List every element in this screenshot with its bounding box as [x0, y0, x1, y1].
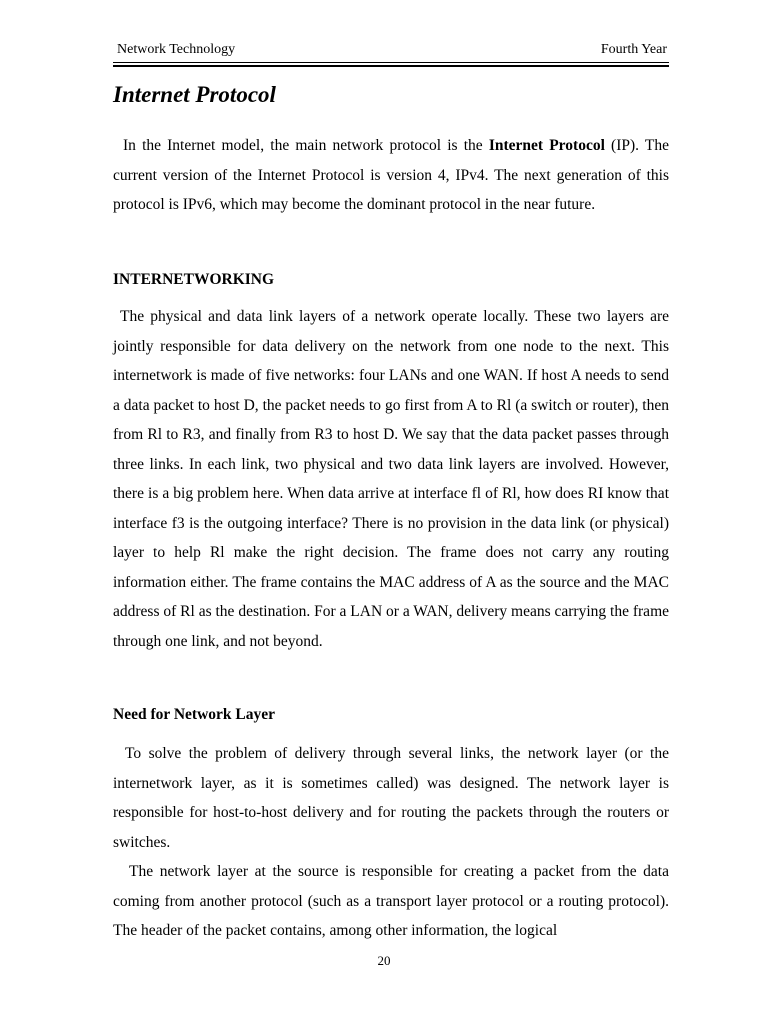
- network-layer-paragraph-2: The network layer at the source is responsible for creating a packet from the data coming from another protocol (such as a transport layer protocol or a routing protocol). The header of the packet contains, among other information, the logical: [113, 863, 669, 939]
- section-heading-internetworking: INTERNETWORKING: [113, 271, 275, 288]
- header-rule-thick: [113, 65, 669, 67]
- internetworking-paragraph: The physical and data link layers of a network operate locally. These two layers are jointly responsible for data delivery on the network from one node to the next. This internetwork is made of five networks: four LANs and one WAN. If host A needs to send a data packet to host D, the packet needs to go first from A to Rl (a switch or router), then from Rl to R3, and finally from R3 to host D. We say that the data packet passes through three links. In each link, two physical and two data link layers are involved. However, there is a big problem here. When data arrive at interface fl of Rl, how does RI know that interface f3 is the outgoing interface? There is no provision in the data link (or physical) layer to help Rl make the right decision. The frame does not carry any routing information either. The frame contains the MAC address of A as the source and the MAC address of Rl as the destination. For a LAN or a WAN, delivery means carrying the frame through one link, and not beyond.: [113, 308, 669, 650]
- network-layer-paragraph-1: To solve the problem of delivery through several links, the network layer (or the internetwork layer, as it is sometimes called) was designed. The network layer is responsible for host-to-host delivery and for routing the packets through the routers or switches.: [113, 745, 669, 851]
- header-year: Fourth Year: [600, 42, 667, 57]
- intro-text-after: (IP). The current version of the Internet Protocol is version 4, IPv4. The next generation of this protocol is IPv6, which may become the dominant protocol in the near future.: [113, 137, 669, 213]
- intro-text-before: In the Internet model, the main network protocol is the: [123, 137, 489, 154]
- header-rule-thin: [113, 62, 669, 63]
- header-course-title: Network Technology: [117, 42, 236, 57]
- section-heading-need-for-network-layer: Need for Network Layer: [113, 706, 275, 723]
- page-number: 20: [377, 953, 391, 968]
- intro-paragraph: [113, 131, 669, 220]
- intro-bold-term: Internet Protocol: [488, 137, 605, 154]
- page-title: Internet Protocol: [113, 82, 276, 107]
- running-header: [117, 42, 667, 62]
